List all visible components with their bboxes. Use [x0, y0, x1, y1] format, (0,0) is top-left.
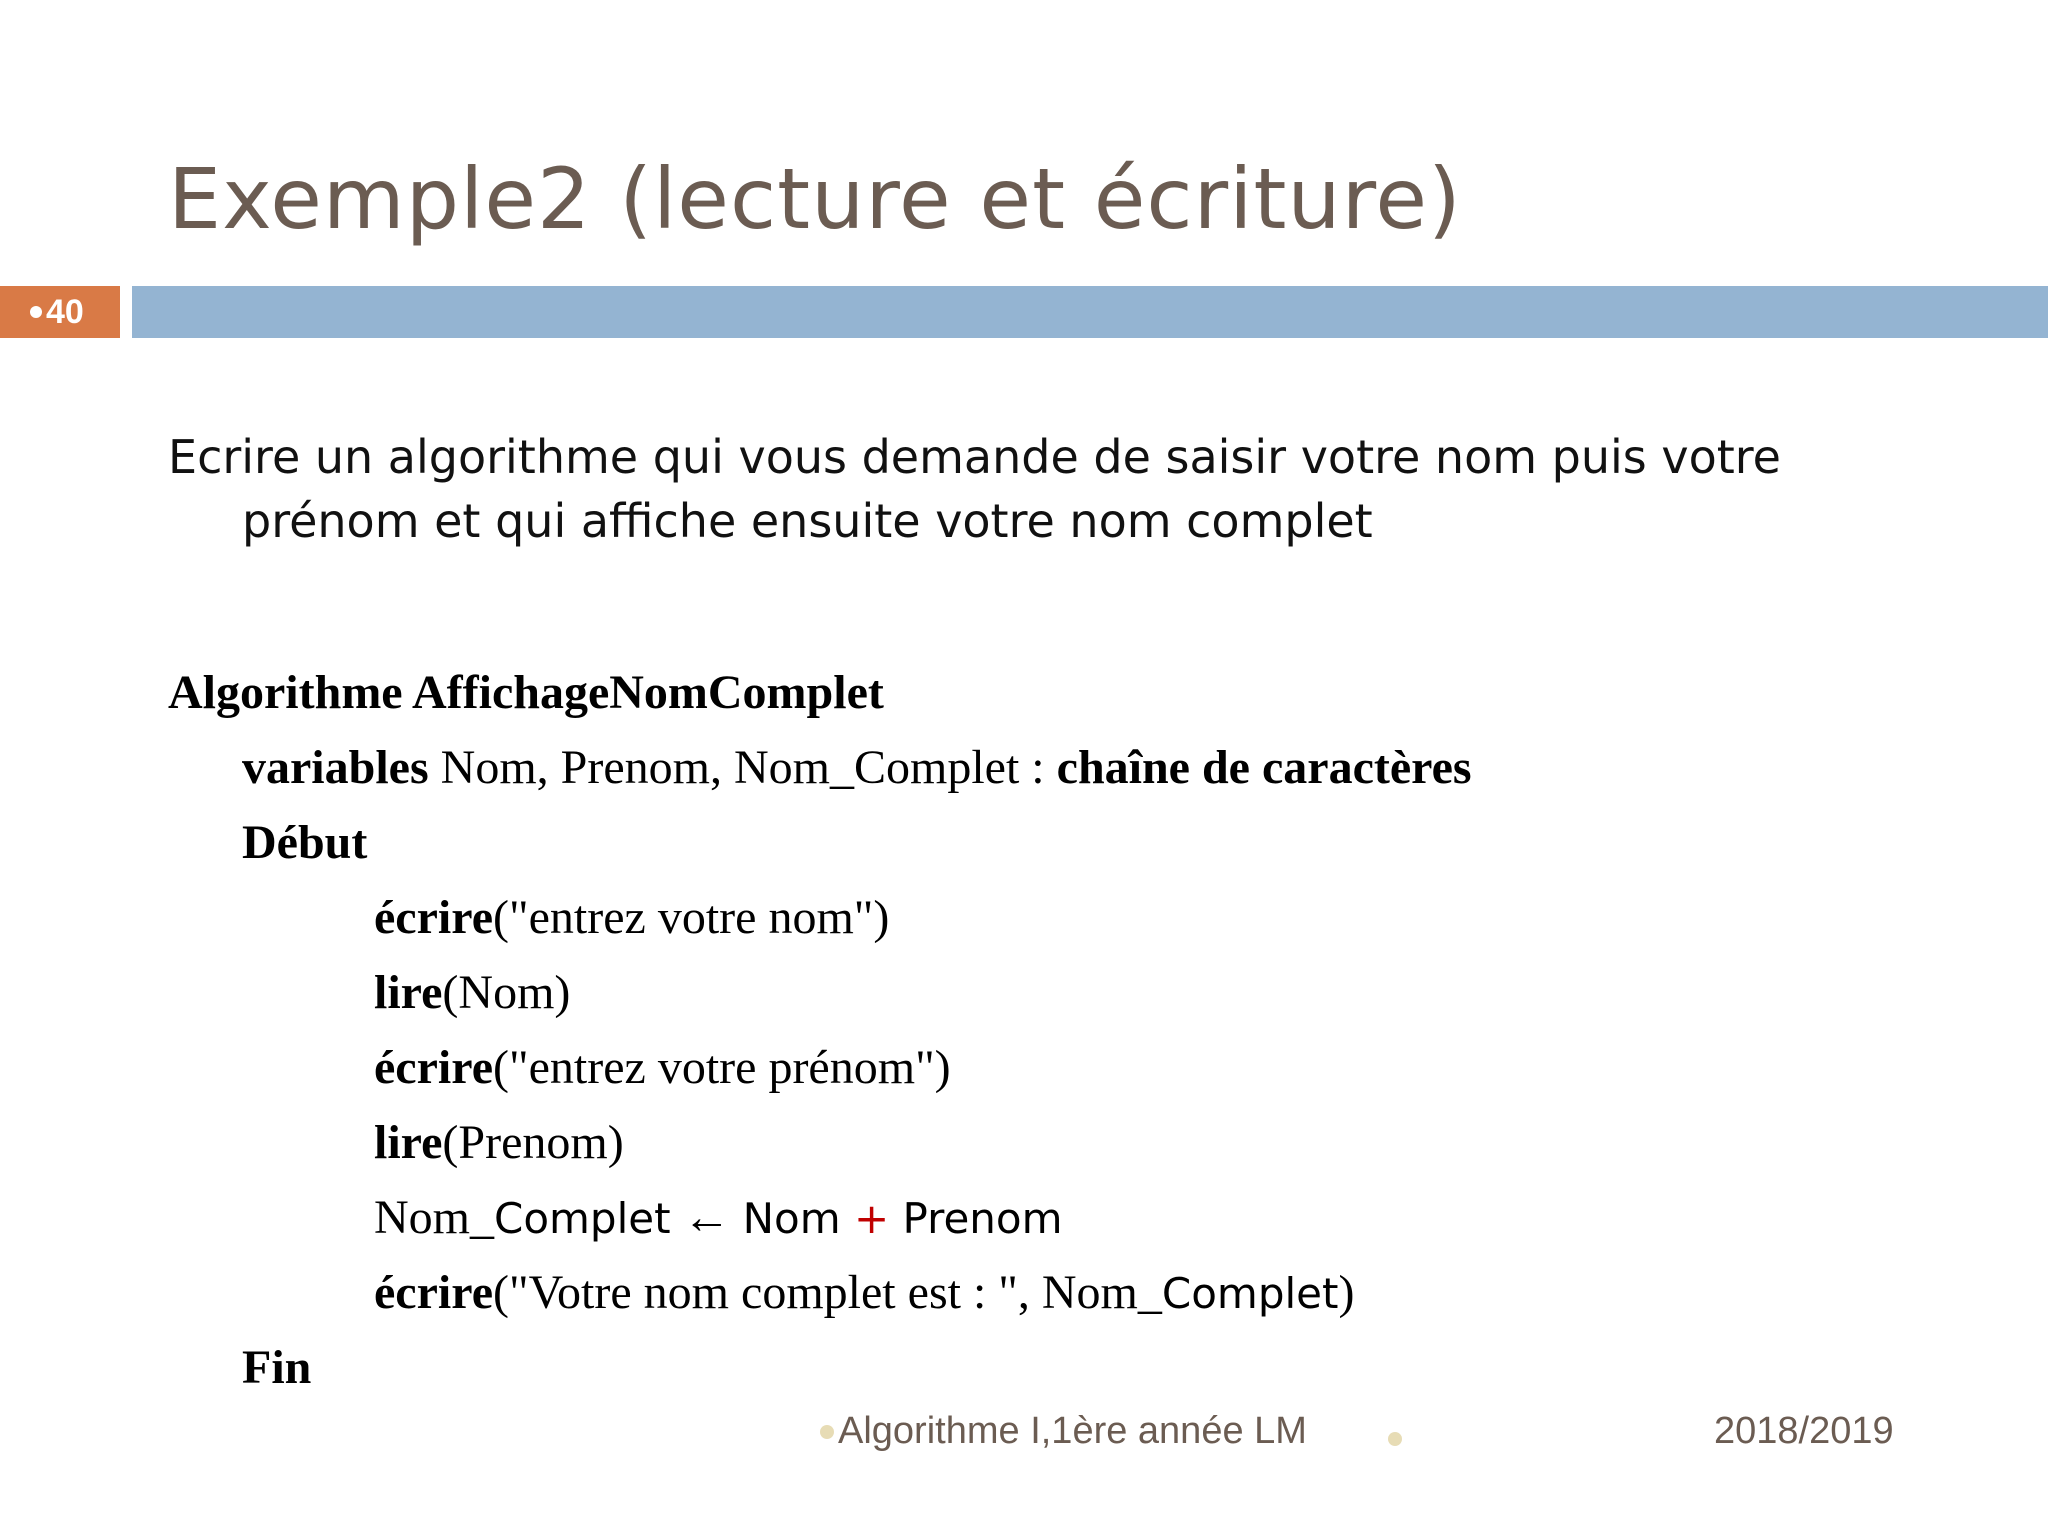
assign-operand-prenom: Prenom: [889, 1194, 1063, 1243]
algorithm-name: AffichageNomComplet: [411, 666, 884, 719]
slide-number-badge: [0, 286, 120, 338]
write-args: ("entrez votre prénom"): [493, 1041, 951, 1094]
footer-dot-icon: [1388, 1432, 1402, 1446]
write-args: ("Votre nom complet est : ", Nom_: [493, 1266, 1162, 1319]
footer-course: [820, 1410, 1307, 1453]
read-keyword: lire: [374, 966, 443, 1019]
footer-dot-icon: [820, 1425, 834, 1439]
write-keyword: écrire: [374, 1266, 493, 1319]
write-keyword: écrire: [374, 891, 493, 944]
algorithm-code: [168, 655, 1472, 1405]
code-line-end: Fin: [242, 1341, 312, 1394]
assign-operand-nom: Nom: [742, 1194, 854, 1243]
header-bar: [132, 286, 2048, 338]
read-args: (Nom): [442, 966, 571, 1019]
slide-title: Exemple2 (lecture et écriture): [168, 150, 1462, 248]
assign-arrow: ←: [670, 1191, 743, 1244]
write-keyword: écrire: [374, 1041, 493, 1094]
assign-target-suffix: Complet: [494, 1194, 671, 1243]
code-line-header: [168, 655, 1472, 730]
write-args-suffix: Complet: [1161, 1269, 1339, 1318]
code-line-begin: Début: [242, 816, 368, 869]
footer-year: 2018/2019: [1714, 1410, 1894, 1452]
code-line-write-result: [168, 1255, 1472, 1330]
write-args-close: ): [1338, 1266, 1355, 1319]
bullet-dot-icon: [30, 306, 42, 318]
code-line-assignment: [168, 1180, 1472, 1255]
code-line-write-nom: [168, 880, 1472, 955]
variables-list: Nom, Prenom, Nom_Complet :: [428, 741, 1057, 794]
read-keyword: lire: [374, 1116, 443, 1169]
slide-number: 40: [46, 292, 84, 331]
write-args: ("entrez votre nom"): [493, 891, 890, 944]
variables-type: chaîne de caractères: [1056, 741, 1472, 794]
code-line-write-prenom: [168, 1030, 1472, 1105]
exercise-instruction: Ecrire un algorithme qui vous demande de saisir votre nom puis votre prénom et qui affiche ensuite votre nom complet: [168, 430, 1781, 548]
code-line-read-nom: [168, 955, 1472, 1030]
algorithm-keyword: Algorithme: [168, 666, 403, 719]
read-args: (Prenom): [442, 1116, 624, 1169]
code-line-read-prenom: [168, 1105, 1472, 1180]
footer-course-label: Algorithme I,1ère année LM: [838, 1410, 1307, 1452]
variables-keyword: variables: [242, 741, 429, 794]
assign-target-prefix: Nom_: [374, 1191, 494, 1244]
plus-operator: +: [853, 1194, 890, 1243]
code-line-variables: [168, 730, 1472, 805]
